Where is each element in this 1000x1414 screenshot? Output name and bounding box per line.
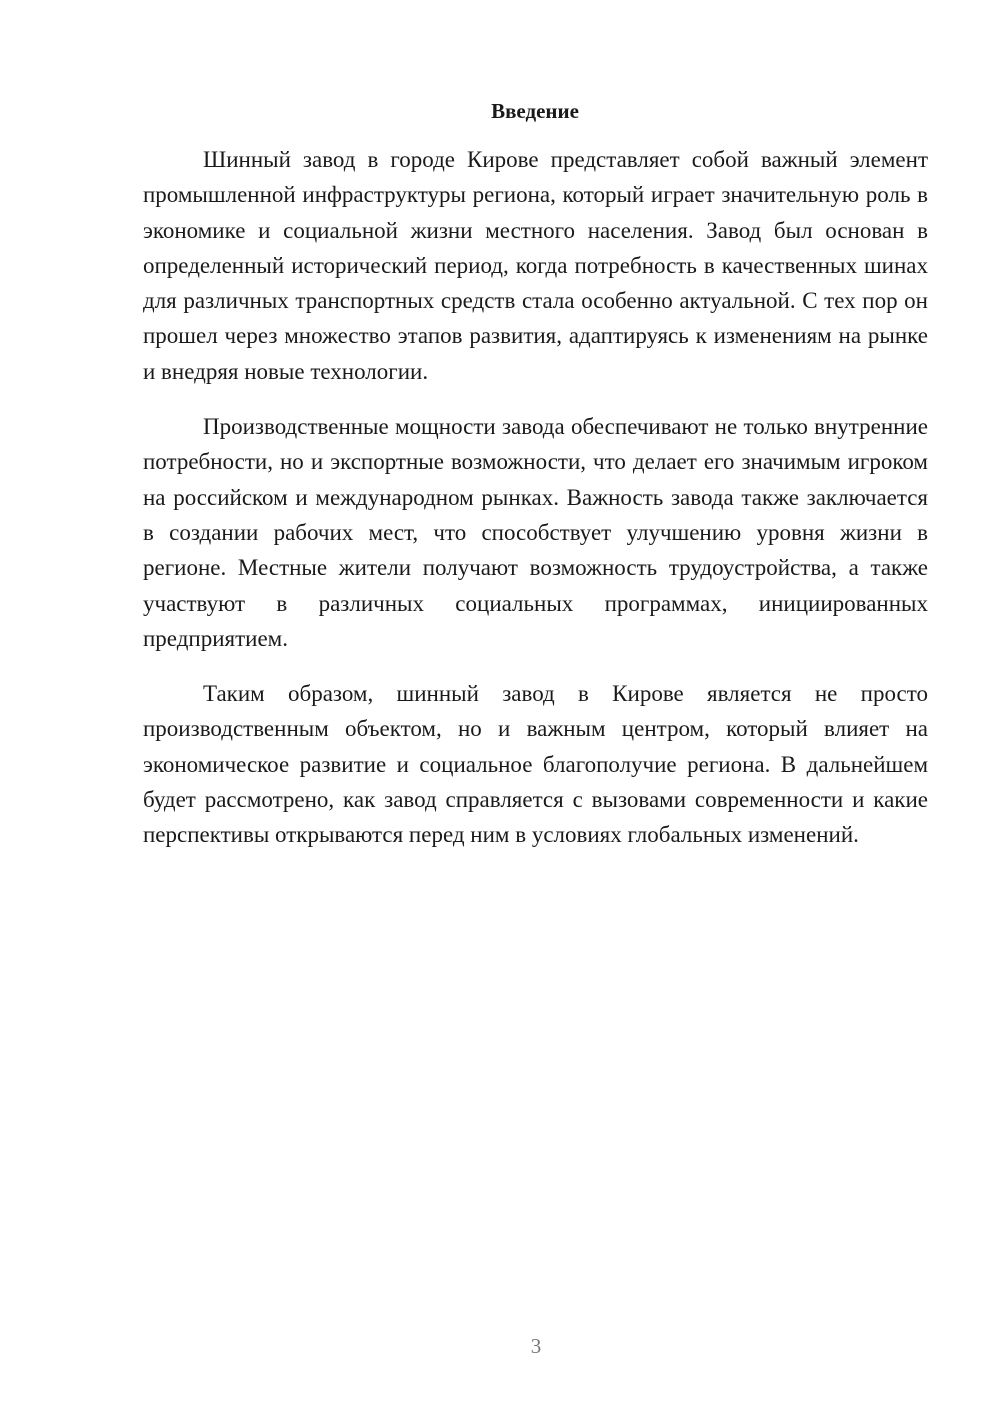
section-title: Введение — [491, 99, 579, 123]
page-number: 3 — [530, 1334, 542, 1358]
paragraph: Шинный завод в городе Кирове представляет собой важный элемент промышленной инфраструктуры региона, который играет значительную роль в экономике и социальной жизни местного населения. Завод был основан в определенный исторический период, когда потребность в качественных шинах для различных транспортных средств стала особенно актуальной. С тех пор он прошел через множество этапов развития, адаптируясь к изменениям на рынке и внедряя новые технологии. — [143, 147, 928, 384]
body-text — [143, 142, 928, 873]
paragraph: Производственные мощности завода обеспечивают не только внутренние потребности, но и экспортные возможности, что делает его значимым игроком на российском и международном рынках. Важность завода также заключается в создании рабочих мест, что способствует улучшению уровня жизни в регионе. Местные жители получают возможность трудоустройства, а также участвуют в различных социальных программах, инициированных предприятием. — [143, 414, 928, 651]
paragraph: Таким образом, шинный завод в Кирове является не просто производственным объектом, но и важным центром, который влияет на экономическое развитие и социальное благополучие региона. В дальнейшем будет рассмотрено, как завод справляется с вызовами современности и какие перспективы открываются перед ним в условиях глобальных изменений. — [143, 681, 928, 848]
